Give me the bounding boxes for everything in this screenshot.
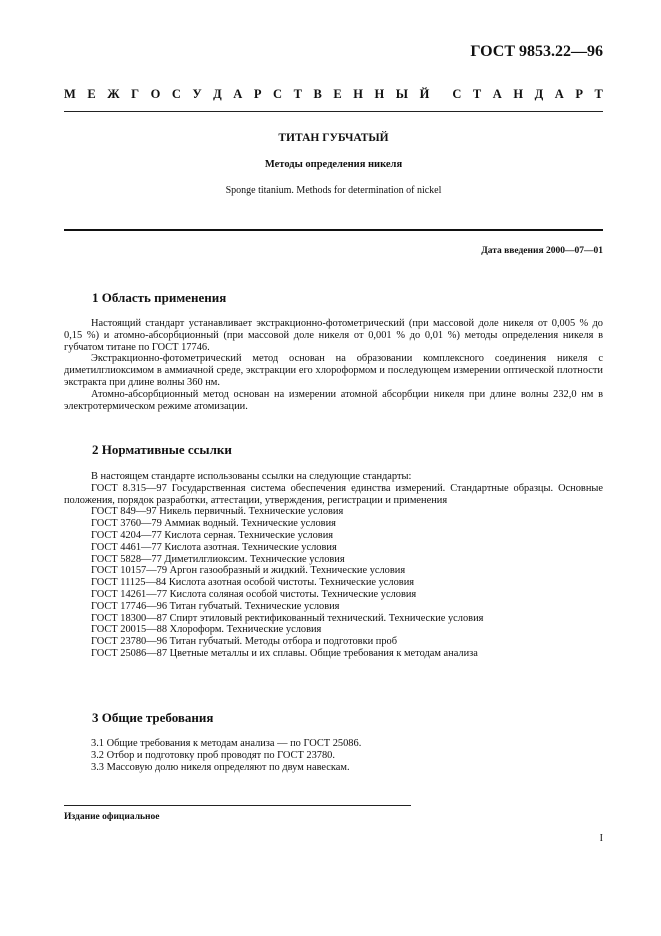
effective-date: Дата введения 2000—07—01 [481, 246, 603, 256]
banner-rule [64, 111, 603, 112]
banner-letter: А [554, 87, 564, 101]
requirement-item: 3.3 Массовую долю никеля определяют по двум навескам. [91, 761, 350, 773]
ref-item: ГОСТ 3760—79 Аммиак водный. Технические условия [91, 518, 336, 530]
ref-item: ГОСТ 4204—77 Кислота серная. Технические условия [91, 529, 334, 541]
section-2-heading: 2 Нормативные ссылки [92, 442, 232, 457]
banner-letter: Д [213, 87, 222, 101]
banner-letter: Т [472, 87, 482, 101]
banner-letter: В [313, 87, 322, 101]
section-3-body [64, 738, 603, 773]
ref-item: ГОСТ 14261—77 Кислота соляная особой чистоты. Технические условия [91, 588, 417, 600]
paragraph: Атомно-абсорбционный метод основан на измерении атомной абсорбции никеля при длине волны 232,0 нм в электротермическом режиме атомизации. [64, 388, 603, 412]
document-code: ГОСТ 9853.22—96 [470, 43, 603, 60]
document-subtitle: Методы определения никеля [264, 159, 403, 170]
paragraph: Настоящий стандарт устанавливает экстракционно-фотометрический (при массовой доле никеля от 0,005 % до 0,15 %) и атомно-абсорбционный (при массовой доле никеля от 0,001 % до 0,01 %) методы определения никеля в губчатом титане по ГОСТ 17746. [64, 318, 603, 353]
banner-letter: Г [131, 87, 140, 101]
banner-letter: Т [594, 87, 603, 101]
ref-item: ГОСТ 20015—88 Хлороформ. Технические условия [91, 624, 322, 636]
section-1-body [64, 318, 603, 412]
banner-letter: А [233, 87, 243, 101]
page-number: I [599, 833, 603, 844]
banner-letter: Ж [107, 87, 120, 101]
section-3-heading: 3 Общие требования [92, 710, 214, 725]
banner-letter: Н [374, 87, 385, 101]
ref-item: ГОСТ 8.315—97 Государственная система обеспечения единства измерений. Стандартные образцы. Основные положения, порядок разработки, аттестации, утверждения, регистрации и применения [64, 482, 603, 506]
ref-item: ГОСТ 11125—84 Кислота азотная особой чистоты. Технические условия [91, 577, 415, 589]
paragraph: Экстракционно-фотометрический метод основан на образовании комплексного соединения никеля с диметилглиоксимом в аммиачной среде, экстракции его хлороформом и последующем измерении оптической плотности экстракта при длине волны 360 нм. [64, 353, 603, 388]
ref-item: ГОСТ 17746—96 Титан губчатый. Технические условия [91, 600, 340, 612]
refs-intro: В настоящем стандарте использованы ссылки на следующие стандарты: [91, 471, 412, 482]
banner-letter: Е [333, 87, 342, 101]
banner-letter: С [273, 87, 283, 101]
ref-item: ГОСТ 18300—87 Спирт этиловый ректификованный технический. Технические условия [91, 612, 484, 624]
banner-letter: Р [253, 87, 262, 101]
ref-item: ГОСТ 23780—96 Титан губчатый. Методы отбора и подготовки проб [91, 636, 398, 648]
ref-item: ГОСТ 4461—77 Кислота азотная. Технические условия [91, 541, 337, 553]
requirement-item: 3.2 Отбор и подготовку проб проводят по ГОСТ 23780. [91, 749, 335, 761]
banner-letter: Т [293, 87, 302, 101]
banner-letter: О [150, 87, 161, 101]
banner-letter: Е [87, 87, 96, 101]
section-2-body [64, 471, 603, 660]
footer-rule [64, 805, 411, 806]
document-title: ТИТАН ГУБЧАТЫЙ [278, 132, 389, 144]
banner-letter: Н [353, 87, 363, 101]
title-rule [64, 229, 603, 231]
section-1-heading: 1 Область применения [92, 290, 227, 305]
banner-letter: С [171, 87, 181, 101]
ref-item: ГОСТ 10157—79 Аргон газообразный и жидкий. Технические условия [91, 565, 406, 577]
banner-letter: Н [513, 87, 524, 101]
banner-letter: Й [419, 87, 430, 101]
ref-item: ГОСТ 849—97 Никель первичный. Технические условия [91, 506, 344, 518]
banner-letter: У [192, 87, 202, 101]
banner-letter: Ы [395, 87, 409, 101]
english-title: Sponge titanium. Methods for determination of nickel [225, 185, 442, 196]
requirement-item: 3.1 Общие требования к методам анализа — по ГОСТ 25086. [91, 738, 362, 749]
banner-letter: С [452, 87, 462, 101]
banner-letter: Д [534, 87, 544, 101]
banner-letter: М [64, 87, 76, 101]
banner-letter: Р [575, 87, 583, 101]
ref-item: ГОСТ 25086—87 Цветные металлы и их сплавы. Общие требования к методам анализа [91, 647, 478, 659]
banner-letter: А [492, 87, 502, 101]
official-edition-label: Издание официальное [64, 812, 160, 822]
standard-banner [64, 87, 603, 102]
ref-item: ГОСТ 5828—77 Диметилглиоксим. Технические условия [91, 553, 345, 565]
